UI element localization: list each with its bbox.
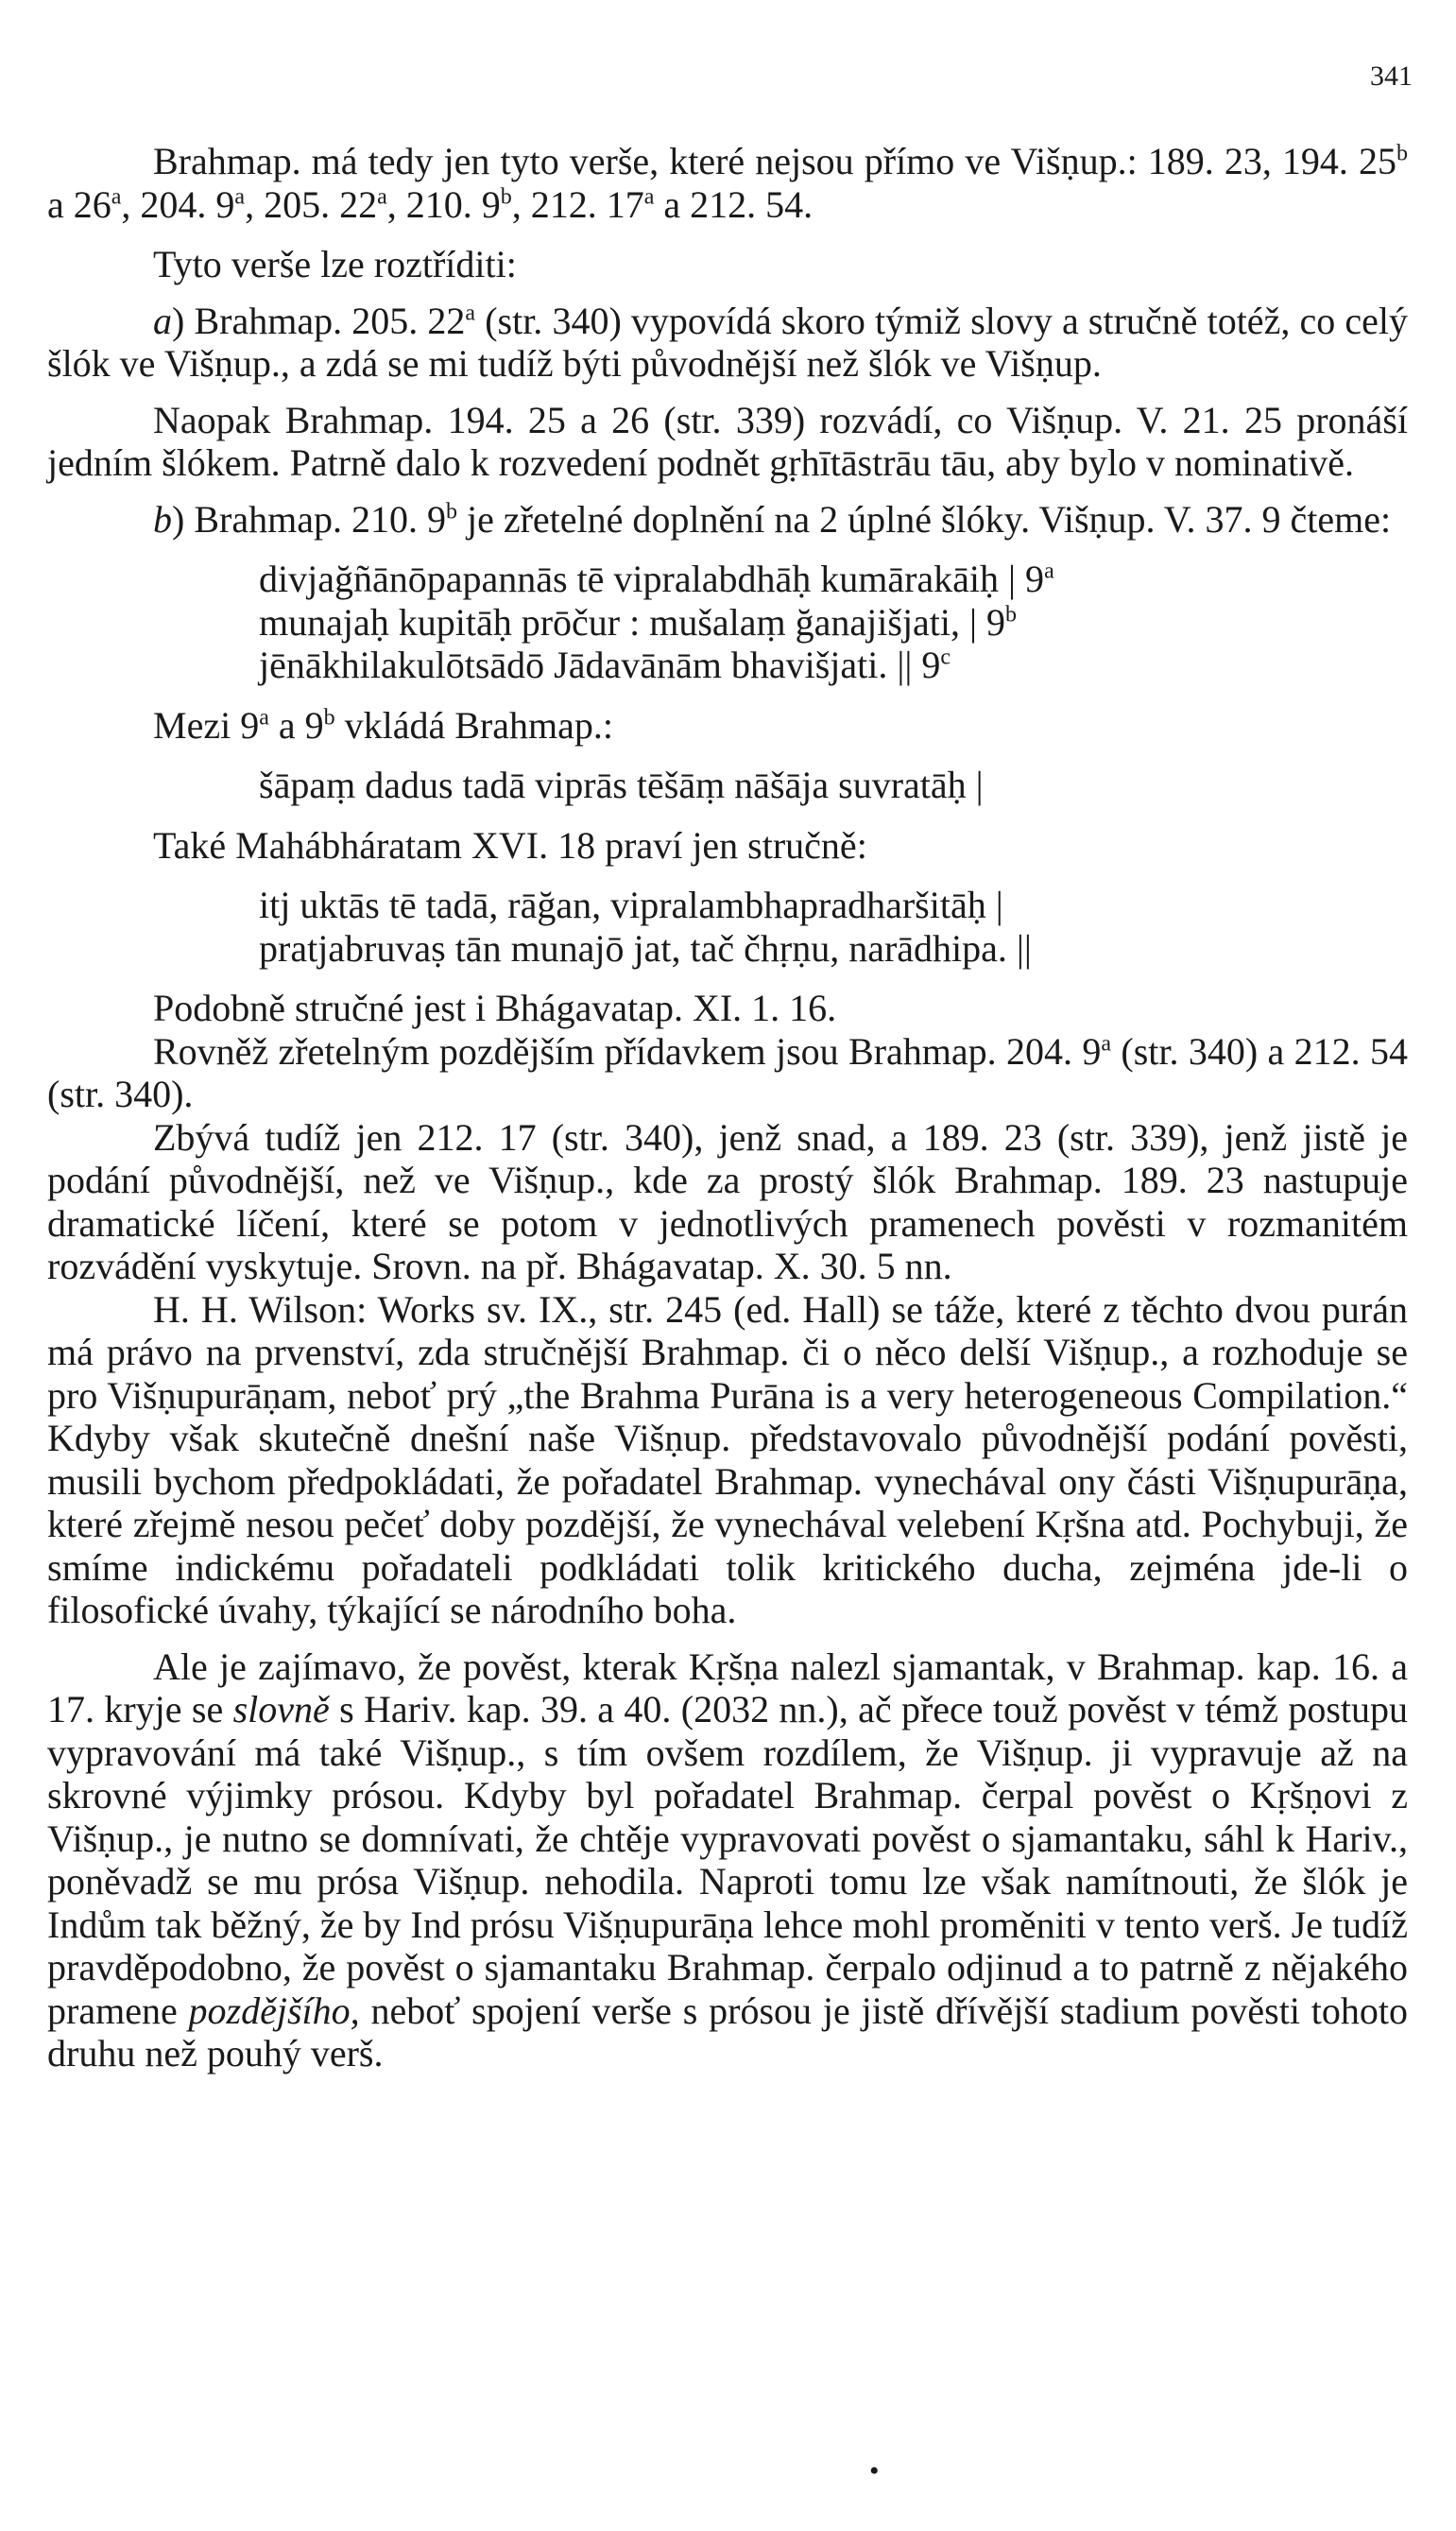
paragraph-2: Tyto verše lze roztříditi: — [153, 243, 517, 285]
text-run: jēnākhilakulōtsādō Jādavānām bhavišjati. || 9 — [259, 644, 941, 686]
text-run: a 9 — [268, 703, 324, 747]
text-run: Rovněž zřetelným pozdějším přídavkem jsou Brahmap. 204. 9 — [153, 1029, 1102, 1073]
text-run: divjağñānōpapannās tē vipralabdhāḥ kumārakāiḥ | 9 — [259, 558, 1045, 600]
text-run: vkládá Brahmap.: — [334, 703, 613, 747]
text-run: , 204. 9 — [121, 182, 235, 226]
verse-block-2 — [259, 764, 1408, 807]
text-run: , 210. 9 — [386, 182, 501, 226]
text-run: s Hariv. kap. 39. a 40. (2032 nn.), ač přece touž pověst v témž postupu vypravování má také Višṇup., s tím ovšem rozdílem, že Višṇup. ji vypravuje až na skrovné výjimky prósou. Kdyby byl pořadatel Brahmap. čerpal pověst o Kṛšṇovi z Višṇup., je nutno se domnívati, že chtěje vypravovati pověst o sjamantaku, sáhl k Hariv., poněvadž se mu prósa Višṇup. nehodila. Naproti tomu lze však namítnouti, že šlók je Indům tak běžný, že by Ind prósu Višṇupurāṇa lehce mohl proměniti v tento verš. Je tudíž pravděpodobno, že pověst o sjamantaku Brahmap. čerpalo odjinud a to patrně z nějakého pramene — [47, 1688, 1408, 2032]
paragraph-1 — [47, 140, 1408, 226]
text-run: munajaḥ kupitāḥ prōčur : mušalaṃ ğanajišjati, | 9 — [259, 600, 1006, 644]
verse-line — [259, 601, 1408, 645]
text-run: Brahmap. má tedy jen tyto verše, které nejsou přímo ve Višṇup.: 189. 23, 194. 25 — [153, 140, 1396, 182]
paragraph-3 — [47, 300, 1408, 386]
superscript: a — [643, 184, 655, 210]
text-run: a 26 — [47, 182, 111, 226]
verse-line: šāpaṃ dadus tadā viprās tēšāṃ nāšāja suvratāḥ | — [259, 764, 984, 806]
verse-line: pratjabruvaṣ tān munajō jat, tač čhṛṇu, narādhipa. || — [259, 926, 1032, 970]
paragraph-10: Zbývá tudíž jen 212. 17 (str. 340), jenž snad, a 189. 23 (str. 339), jenž jistě je podání původnější, než ve Višṇup., kde za prostý šlók Brahmap. 189. 23 nastupuje dramatické líčení, které se potom v jednotlivých pramenech pověsti v rozmanitém rozvádění vyskytuje. Srovn. na př. Bhágavatap. X. 30. 5 nn. — [47, 1115, 1408, 1287]
emphasis: pozdějšího, — [188, 1989, 360, 2032]
superscript: b — [445, 499, 457, 525]
superscript: a — [465, 301, 476, 326]
paragraph-11: H. H. Wilson: Works sv. IX., str. 245 (ed. Hall) se táže, které z těchto dvou purán má právo na prvenství, zda stručnější Brahmap. či o něco delší Višṇup., a rozhoduje se pro Višṇupurāṇam, neboť prý „the Brahma Purāna is a very heterogeneous Compilation.“ Kdyby však skutečně dnešní naše Višṇup. představovalo původnější podání pověsti, musili bychom předpokládati, že pořadatel Brahmap. vynechával ony části Višṇupurāṇa, které zřejmě nesou pečeť doby pozdější, že vynechával velebení Kṛšna atd. Pochybuji, že smíme indickému pořadateli podkládati tolik kritického ducha, zejména jde-li o filosofické úvahy, týkající se národního boha. — [47, 1287, 1408, 1631]
list-label: b — [153, 497, 172, 541]
text-run: neboť spojení verše s prósou je jistě dřívější stadium pověsti tohoto druhu než pouhý verš. — [47, 1989, 1408, 2075]
superscript: a — [234, 184, 246, 210]
list-label: a — [153, 299, 172, 342]
superscript: b — [1396, 141, 1408, 166]
emphasis: slovně — [232, 1688, 330, 1730]
paragraph-7: Také Mahábháratam XVI. 18 praví jen stručně: — [153, 823, 867, 867]
superscript: b — [1005, 602, 1018, 628]
paragraph-9 — [47, 1030, 1408, 1116]
footer-mark: • — [869, 2455, 880, 2487]
paragraph-4: Naopak Brahmap. 194. 25 a 26 (str. 339) rozvádí, co Višṇup. V. 21. 25 pronáší jedním šlókem. Patrně dalo k rozvedení podnět gṛhītāstrāu tāu, aby bylo v nominativě. — [47, 398, 1408, 484]
verse-line — [259, 558, 1408, 601]
text-body — [47, 140, 1408, 2075]
paragraph-12 — [47, 1645, 1408, 2075]
verse-block-3 — [259, 884, 1408, 970]
superscript: a — [259, 705, 269, 731]
text-run: ) Brahmap. 210. 9 — [172, 497, 446, 541]
superscript: a — [111, 184, 122, 210]
text-run: je zřetelné doplnění na 2 úplné šlóky. Višṇup. V. 37. 9 čteme: — [456, 497, 1392, 541]
superscript: c — [940, 645, 951, 670]
superscript: a — [1101, 1031, 1112, 1057]
verse-line: itj uktās tē tadā, rāğan, vipralambhapradharšitāḥ | — [259, 884, 1003, 926]
text-run: (str. 340) a 212. 54 (str. 340). — [47, 1029, 1408, 1115]
verse-line — [259, 644, 1408, 687]
paragraph-6 — [47, 704, 1408, 748]
text-run: Ale je zajímavo, že pověst, kterak Kṛšṇa nalezl sjamantak, v Brahmap. kap. 16. a 17. kryje se — [47, 1644, 1408, 1730]
paragraph-5 — [47, 498, 1408, 542]
superscript: a — [377, 184, 387, 210]
page-number: 341 — [1370, 60, 1413, 92]
text-run: (str. 340) vypovídá skoro týmiž slovy a stručně totéž, co celý šlók ve Višṇup., a zdá se mi tudíž býti původnější než šlók ve Višṇup. — [47, 299, 1408, 385]
text-run: , 205. 22 — [245, 182, 378, 226]
text-run: a 212. 54. — [654, 182, 814, 226]
superscript: b — [323, 705, 335, 731]
paragraph-8: Podobně stručné jest i Bhágavatap. XI. 1. 16. — [153, 987, 837, 1029]
superscript: b — [500, 184, 512, 210]
verse-block-1 — [259, 558, 1408, 687]
superscript: a — [1044, 559, 1054, 584]
text-run: , 212. 17 — [511, 182, 644, 226]
text-run: ) Brahmap. 205. 22 — [172, 299, 466, 342]
text-run: Mezi 9 — [153, 703, 260, 747]
